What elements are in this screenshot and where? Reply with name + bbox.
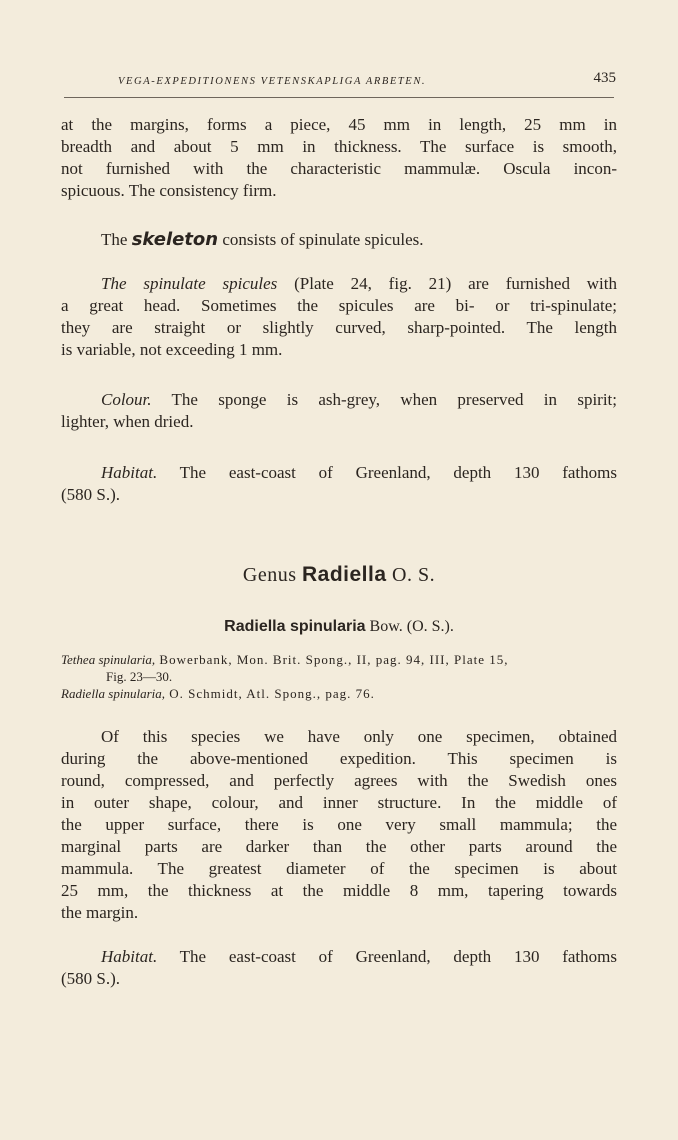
text-line: in outer shape, colour, and inner structure. In the middle of: [61, 793, 617, 812]
reference-taxon: Tethea spinularia,: [61, 652, 156, 667]
text-run: The east-coast of Greenland, depth 130 fathoms: [157, 947, 617, 966]
paragraph-habitat-2: [61, 946, 617, 990]
text-run: (Plate 24, fig. 21) are furnished with: [277, 274, 617, 293]
text-line: lighter, when dried.: [61, 412, 194, 431]
italic-term: Habitat.: [101, 947, 158, 966]
text-line: round, compressed, and perfectly agrees with the Swedish ones: [61, 771, 617, 790]
species-author: Bow. (O. S.).: [365, 618, 454, 635]
reference-continuation: Fig. 23—30.: [106, 669, 173, 684]
header-rule: [64, 97, 614, 98]
reference-line: [61, 651, 617, 668]
synonymy-references: [61, 651, 617, 702]
text-run: The: [101, 230, 132, 249]
skeleton-keyword: skeleton: [131, 229, 219, 250]
paragraph-description: [61, 726, 617, 924]
reference-taxon: Radiella spinularia,: [61, 686, 165, 701]
text-line: they are straight or slightly curved, sharp-pointed. The length: [61, 318, 617, 337]
text-line: [61, 273, 617, 295]
paragraph-habitat: [61, 462, 617, 506]
paragraph-spicules: [61, 273, 617, 361]
text-line: the margin.: [61, 903, 139, 922]
species-name: Radiella spinularia: [224, 618, 366, 635]
text-line: [61, 389, 617, 411]
text-line: [61, 462, 617, 484]
text-line: (580 S.).: [61, 485, 121, 504]
text-line: marginal parts are darker than the other parts around the: [61, 837, 617, 856]
genus-name: Radiella: [301, 563, 387, 586]
text-line: Of this species we have only one specimen, obtained: [101, 727, 617, 746]
paragraph-continuation: [61, 114, 617, 202]
reference-citation: Bowerbank, Mon. Brit. Spong., II, pag. 94, III, Plate 15,: [155, 652, 509, 667]
genus-heading: [0, 563, 678, 587]
page-number: 435: [593, 70, 616, 86]
running-title: VEGA-EXPEDITIONENS VETENSKAPLIGA ARBETEN.: [118, 76, 427, 87]
text-line: spicuous. The consistency firm.: [61, 181, 277, 200]
text-line: (580 S.).: [61, 969, 121, 988]
text-line: the upper surface, there is one very small mammula; the: [61, 815, 617, 834]
text-line: a great head. Sometimes the spicules are bi- or tri-spinulate;: [61, 296, 617, 315]
italic-term: The spinulate spicules: [101, 274, 278, 293]
text-line: during the above-mentioned expedition. This specimen is: [61, 749, 617, 768]
paragraph-colour: [61, 389, 617, 433]
reference-citation: O. Schmidt, Atl. Spong., pag. 76.: [165, 686, 375, 701]
text-run: consists of spinulate spicules.: [218, 230, 424, 249]
running-head: [64, 70, 614, 100]
species-heading: [0, 618, 678, 636]
paragraph-skeleton: [61, 229, 617, 251]
italic-term: Colour.: [101, 390, 152, 409]
text-line: 25 mm, the thickness at the middle 8 mm, tapering towards: [61, 881, 617, 900]
text-run: The east-coast of Greenland, depth 130 fathoms: [157, 463, 617, 482]
text-line: breadth and about 5 mm in thickness. The surface is smooth,: [61, 137, 617, 156]
text-line: at the margins, forms a piece, 45 mm in length, 25 mm in: [61, 115, 617, 134]
text-line: [61, 946, 617, 968]
text-line: mammula. The greatest diameter of the specimen is about: [61, 859, 617, 878]
text-line: [61, 229, 617, 251]
text-run: The sponge is ash-grey, when preserved in spirit;: [151, 390, 617, 409]
text-line: not furnished with the characteristic mammulæ. Oscula incon-: [61, 159, 617, 178]
italic-term: Habitat.: [101, 463, 158, 482]
genus-author: O. S.: [386, 564, 436, 586]
reference-line: [61, 685, 617, 702]
text-line: is variable, not exceeding 1 mm.: [61, 340, 283, 359]
genus-prefix: Genus: [242, 564, 302, 586]
